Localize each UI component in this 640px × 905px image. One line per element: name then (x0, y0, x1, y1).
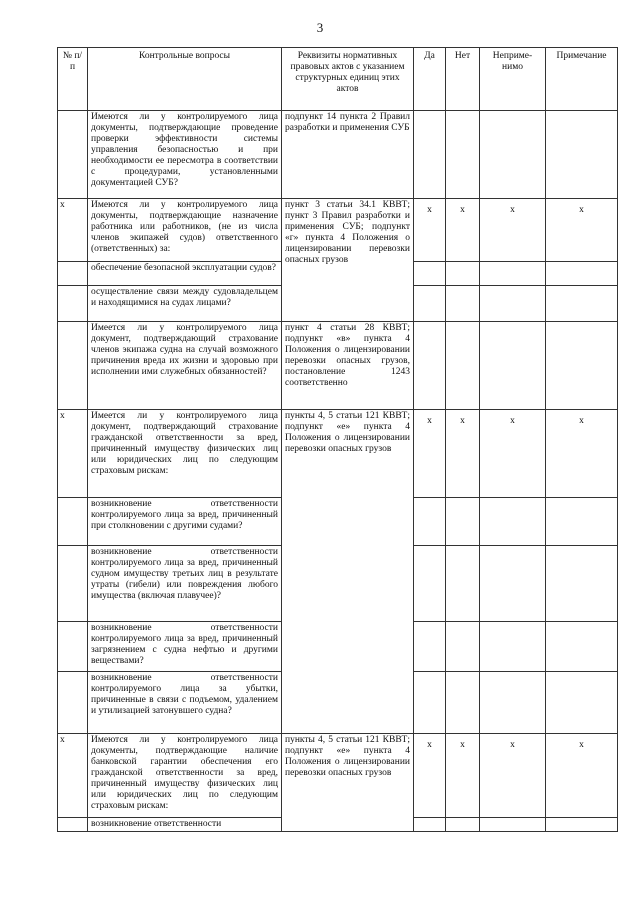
answer-no-cell[interactable] (446, 498, 480, 546)
row-question: возникновение ответственности контролируемого лица за вред, причиненный при столкновении с другими судами? (88, 498, 282, 546)
row-question: возникновение ответственности контролируемого лица за вред, причиненный судном имуществу третьих лиц в результате утраты (гибели) или повреждения любого имущества (включая плавучее)? (88, 546, 282, 622)
header-reference: Реквизиты нормативных правовых актов с указанием структурных единиц этих актов (282, 48, 414, 111)
row-number (58, 622, 88, 672)
answer-na-cell[interactable] (480, 286, 546, 322)
answer-yes-cell: x (414, 199, 446, 262)
answer-no-cell[interactable] (446, 546, 480, 622)
note-cell[interactable] (546, 818, 618, 832)
row-number (58, 262, 88, 286)
note-cell[interactable] (546, 111, 618, 199)
row-number: x (58, 734, 88, 818)
row-number (58, 498, 88, 546)
row-question: Имеются ли у контролируемого лица документы, подтверждающие назначение работника или работников, (не из числа членов экипажей судов) ответственного (ответственных) за: (88, 199, 282, 262)
table-row (58, 199, 618, 262)
answer-yes-cell[interactable] (414, 111, 446, 199)
table-row (58, 322, 618, 410)
answer-no-cell[interactable] (446, 322, 480, 410)
row-reference: пункты 4, 5 статьи 121 КВВТ; подпункт «е» пункта 4 Положения о лицензировании перевозки опасных грузов (282, 734, 414, 832)
answer-yes-cell[interactable] (414, 546, 446, 622)
answer-na-cell[interactable] (480, 622, 546, 672)
table-row (58, 734, 618, 818)
answer-na-cell[interactable] (480, 262, 546, 286)
answer-na-cell: x (480, 410, 546, 498)
row-reference: пункт 4 статьи 28 КВВТ; подпункт «в» пункта 4 Положения о лицензировании перевозки опасных грузов, постановление 1243 соответственно (282, 322, 414, 410)
answer-no-cell[interactable] (446, 818, 480, 832)
row-question: осуществление связи между судовладельцем и находящимися на судах лицами? (88, 286, 282, 322)
table-row (58, 111, 618, 199)
row-question: возникновение ответственности контролируемого лица за вред, причиненный загрязнением с судна нефтью и другими веществами? (88, 622, 282, 672)
answer-yes-cell[interactable] (414, 672, 446, 734)
answer-yes-cell: x (414, 734, 446, 818)
row-reference: пункт 3 статьи 34.1 КВВТ; пункт 3 Правил разработки и применения СУБ; подпункт «г» пункта 4 Положения о лицензировании перевозки опасных грузов (282, 199, 414, 322)
answer-no-cell[interactable] (446, 286, 480, 322)
row-number: x (58, 199, 88, 262)
answer-no-cell[interactable] (446, 622, 480, 672)
answer-na-cell[interactable] (480, 672, 546, 734)
row-question: возникновение ответственности контролируемого лица за убытки, причиненные в связи с подъемом, удалением и утилизацией затонувшего судна? (88, 672, 282, 734)
answer-na-cell[interactable] (480, 818, 546, 832)
answer-yes-cell[interactable] (414, 818, 446, 832)
answer-no-cell[interactable] (446, 111, 480, 199)
note-cell: x (546, 410, 618, 498)
page-number: 3 (316, 20, 324, 35)
row-question: Имеются ли у контролируемого лица документы, подтверждающие проведение проверки эффективности системы управления безопасностью и при необходимости ее пересмотра в соответствии с процедурами, установленными документацией СУБ? (88, 111, 282, 199)
answer-no-cell: x (446, 199, 480, 262)
answer-yes-cell[interactable] (414, 622, 446, 672)
note-cell[interactable] (546, 622, 618, 672)
checklist-table (57, 47, 618, 832)
answer-yes-cell[interactable] (414, 322, 446, 410)
answer-yes-cell[interactable] (414, 286, 446, 322)
answer-na-cell[interactable] (480, 498, 546, 546)
note-cell[interactable] (546, 498, 618, 546)
row-number: x (58, 410, 88, 498)
header-no-answer: Нет (446, 48, 480, 111)
answer-no-cell: x (446, 734, 480, 818)
answer-na-cell[interactable] (480, 322, 546, 410)
row-number (58, 286, 88, 322)
header-note: Примечание (546, 48, 618, 111)
row-reference: пункты 4, 5 статьи 121 КВВТ; подпункт «е» пункта 4 Положения о лицензировании перевозки опасных грузов (282, 410, 414, 734)
row-reference: подпункт 14 пункта 2 Правил разработки и применения СУБ (282, 111, 414, 199)
row-question: Имеется ли у контролируемого лица документ, подтверждающий страхование членов экипажа судна на случай возможного причинения вреда их жизни и здоровью при исполнении ими служебных обязанностей? (88, 322, 282, 410)
header-no: № п/п (58, 48, 88, 111)
table-header-row (58, 48, 618, 111)
row-question: возникновение ответственности (88, 818, 282, 832)
note-cell[interactable] (546, 672, 618, 734)
answer-na-cell[interactable] (480, 546, 546, 622)
answer-yes-cell[interactable] (414, 498, 446, 546)
answer-yes-cell[interactable] (414, 262, 446, 286)
answer-na-cell: x (480, 734, 546, 818)
answer-na-cell[interactable] (480, 111, 546, 199)
row-number (58, 818, 88, 832)
note-cell: x (546, 199, 618, 262)
row-number (58, 546, 88, 622)
answer-no-cell[interactable] (446, 672, 480, 734)
note-cell[interactable] (546, 286, 618, 322)
answer-na-cell: x (480, 199, 546, 262)
note-cell[interactable] (546, 546, 618, 622)
row-question: Имеется ли у контролируемого лица документ, подтверждающий страхование гражданской ответственности за вред, причиненный имуществу физических лиц или юридических лиц по следующим страховым рискам: (88, 410, 282, 498)
note-cell[interactable] (546, 322, 618, 410)
table-row (58, 410, 618, 498)
header-question: Контрольные вопросы (88, 48, 282, 111)
answer-no-cell[interactable] (446, 262, 480, 286)
row-number (58, 672, 88, 734)
note-cell: x (546, 734, 618, 818)
answer-no-cell: x (446, 410, 480, 498)
row-number (58, 322, 88, 410)
row-question: обеспечение безопасной эксплуатации судов? (88, 262, 282, 286)
header-not-applicable: Неприме-нимо (480, 48, 546, 111)
answer-yes-cell: x (414, 410, 446, 498)
note-cell[interactable] (546, 262, 618, 286)
header-yes: Да (414, 48, 446, 111)
row-question: Имеются ли у контролируемого лица документы, подтверждающие наличие банковской гарантии обеспечения его гражданской ответственности за вред, причиненный имуществу физических лиц или юридических лиц по следующим страховым рискам: (88, 734, 282, 818)
row-number (58, 111, 88, 199)
